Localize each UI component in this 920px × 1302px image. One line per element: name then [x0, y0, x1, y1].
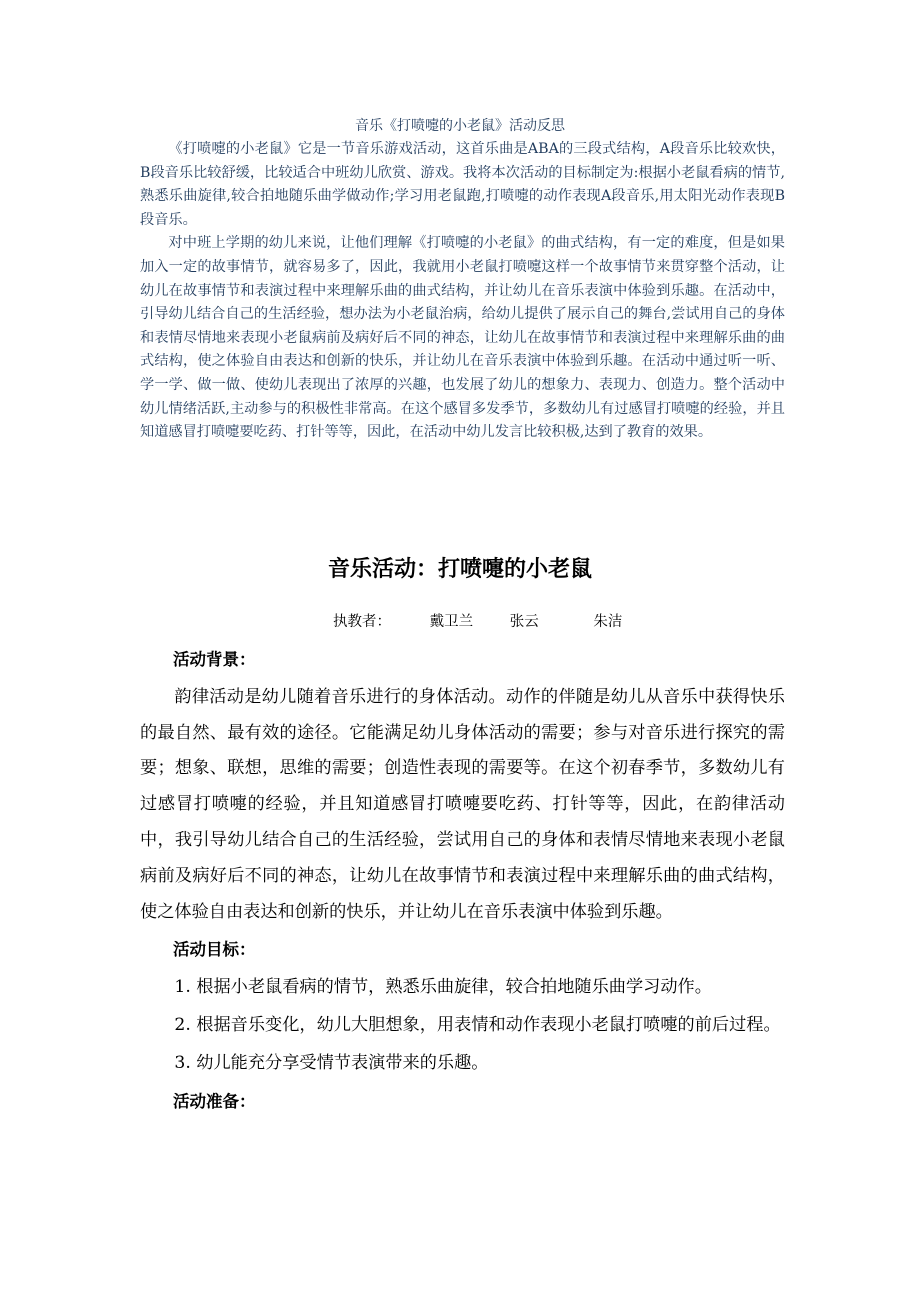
- plan-title: 音乐活动：打喷嚏的小老鼠: [327, 557, 592, 582]
- plan-body: [140, 640, 785, 1121]
- goal-item: 3. 幼儿能充分享受情节表演带来的乐趣。: [174, 1052, 489, 1073]
- goal-item: 2. 根据音乐变化，幼儿大胆想象，用表情和动作表现小老鼠打喷嚏的前后过程。: [174, 1014, 781, 1035]
- reflection-paragraph: 《打喷嚏的小老鼠》它是一节音乐游戏活动，这首乐曲是ABA的三段式结构，A段音乐比较欢快，B段音乐比较舒缓，比较适合中班幼儿欣赏、游戏。我将本次活动的目标制定为:根据小老鼠看病的情节,熟悉乐曲旋律,较合拍地随乐曲学做动作;学习用老鼠跑,打喷嚏的动作表现A段音乐,用太阳光动作表现B段音乐。: [140, 141, 785, 228]
- reflection-paragraph: 对中班上学期的幼儿来说，让他们理解《打喷嚏的小老鼠》的曲式结构，有一定的难度，但是如果加入一定的故事情节，就容易多了，因此，我就用小老鼠打喷嚏这样一个故事情节来贯穿整个活动，让幼儿在故事情节和表演过程中来理解乐曲的曲式结构，并让幼儿在音乐表演中体验到乐趣。在活动中，引导幼儿结合自己的生活经验，想办法为小老鼠治病，给幼儿提供了展示自己的舞台,尝试用自己的身体和表情尽情地来表现小老鼠病前及病好后不同的神态，让幼儿在故事情节和表演过程中来理解乐曲的曲式结构，使之体验自由表达和创新的快乐，并让幼儿在音乐表演中体验到乐趣。在活动中通过听一听、学一学、做一做、使幼儿表现出了浓厚的兴趣，也发展了幼儿的想象力、表现力、创造力。整个活动中幼儿情绪活跃,主动参与的积极性非常高。在这个感冒多发季节，多数幼儿有过感冒打喷嚏的经验，并且知道感冒打喷嚏要吃药、打针等等，因此，在活动中幼儿发言比较积极,达到了教育的效果。: [140, 235, 785, 441]
- background-text: 韵律活动是幼儿随着音乐进行的身体活动。动作的伴随是幼儿从音乐中获得快乐的最自然、最有效的途径。它能满足幼儿身体活动的需要；参与对音乐进行探究的需要；想象、联想，思维的需要；创造性表现的需要等。在这个初春季节，多数幼儿有过感冒打喷嚏的经验，并且知道感冒打喷嚏要吃药、打针等等，因此，在韵律活动中，我引导幼儿结合自己的生活经验，尝试用自己的身体和表情尽情地来表现小老鼠病前及病好后不同的神态，让幼儿在故事情节和表演过程中来理解乐曲的曲式结构，使之体验自由表达和创新的快乐，并让幼儿在音乐表演中体验到乐趣。: [140, 686, 785, 922]
- teacher-name: 戴卫兰: [429, 614, 474, 630]
- teachers-line: [333, 611, 622, 633]
- teacher-name: 朱洁: [593, 614, 623, 630]
- reflection-title: 音乐《打喷嚏的小老鼠》活动反思: [355, 118, 565, 134]
- goals-heading: 活动目标：: [173, 940, 256, 960]
- background-heading: 活动背景：: [173, 650, 256, 669]
- reflection-body: [140, 138, 785, 445]
- teachers-label: 执教者：: [333, 614, 391, 630]
- goal-item: 1. 根据小老鼠看病的情节，熟悉乐曲旋律，较合拍地随乐曲学习动作。: [174, 977, 712, 998]
- prep-heading: 活动准备：: [173, 1091, 256, 1111]
- teacher-name: 张云: [509, 614, 539, 630]
